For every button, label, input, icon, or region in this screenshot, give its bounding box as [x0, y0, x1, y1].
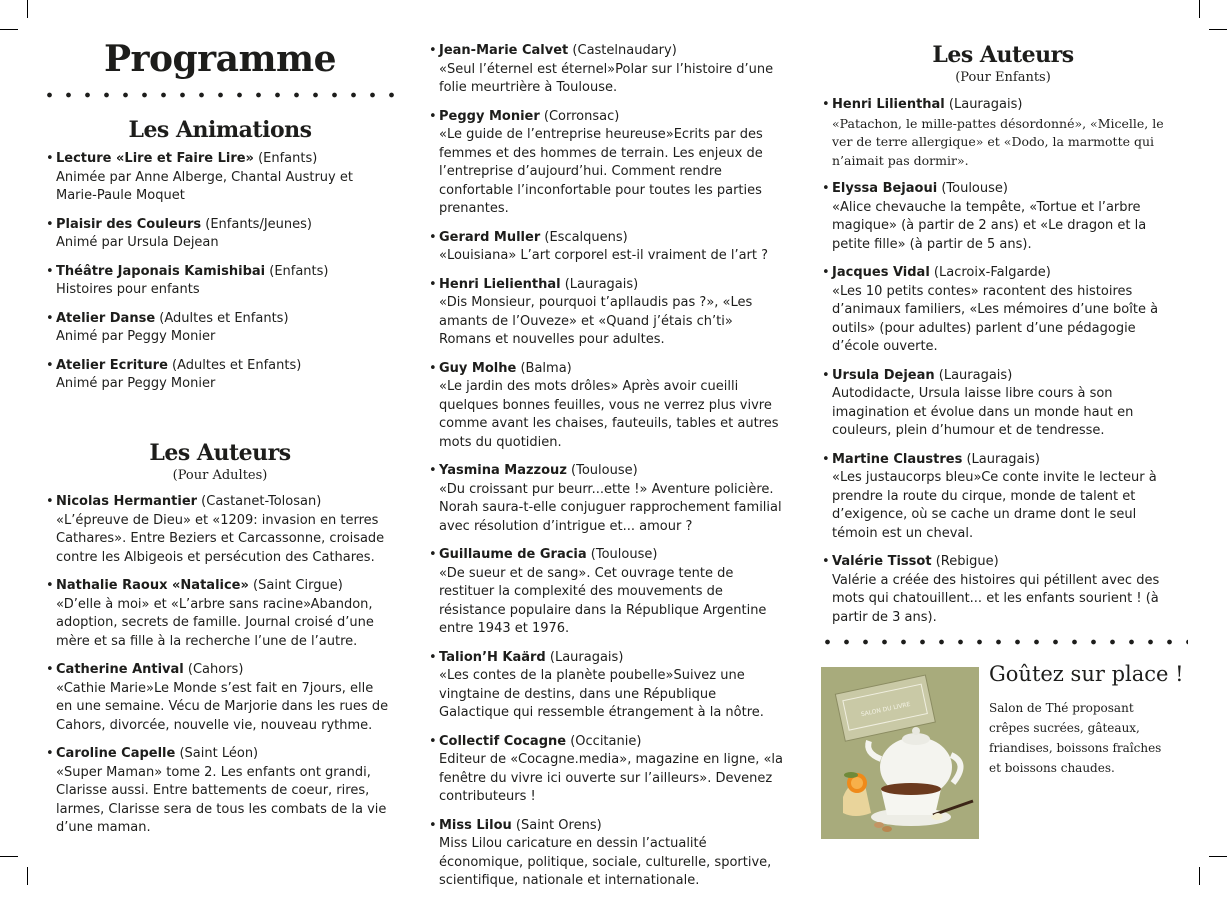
children-authors-heading: Les Auteurs [932, 42, 1074, 68]
children-authors-list [822, 96, 1180, 637]
tea-illustration [821, 667, 979, 839]
list-item: • Jacques Vidal (Lacroix-Falgarde) «Les 10 petits contes» racontent des histoires d’animaux familiers, «Les mémoires d’une boîte à outils» (pour adultes) parlent d’une pédagogie d’école ouverte. [822, 265, 1159, 354]
list-item: • Miss Lilou (Saint Orens) Miss Lilou caricature en dessin l’actualité économique, politique, sociale, culturelle, sportive, scientifique, nationale et internationale. [429, 817, 772, 888]
list-item: • Henri Lielienthal (Lauragais) «Dis Monsieur, pourquoi t’apllaudis pas ?», «Les amants de l’Ouveze» et «Quand j’étais ch’ti» Romans et nouvelles pour adultes. [429, 276, 753, 347]
list-item: • Catherine Antival (Cahors) «Cathie Marie»Le Monde s’est fait en 7jours, elle en une semaine. Vécu de Marjorie dans les rues de Cahors, divorcée, nouvelle vie, nouveau rythme. [46, 662, 389, 733]
page-title: Programme [103, 38, 337, 80]
list-item: • Guillaume de Gracia (Toulouse) «De sueur et de sang». Cet ouvrage tente de restituer la complexité des mouvements de résistance populaire dans la République Argentine entre 1943 et 1976. [429, 547, 767, 636]
list-item: • Peggy Monier (Corronsac) «Le guide de l’entreprise heureuse»Ecrits par des femmes et des hommes de terrain. Les enjeux de l’entreprise d’aujourd’hui. Comment rendre confortable l’inconfortable pour toutes les parties prenantes. [429, 108, 763, 216]
adult-authors-list-continued [429, 42, 786, 901]
list-item: • Nathalie Raoux «Natalice» (Saint Cirgue) «D’elle à moi» et «L’arbre sans racine»Abandon, adoption, secrets de famille. Journal croisé d’une mère et sa fille à la recherche l’une de l’autre. [46, 578, 374, 649]
list-item: • Talion’H Kaärd (Lauragais) «Les contes de la planète poubelle»Suivez une vingtaine de destins, dans une République Galactique qui ressemble étrangement à la nôtre. [429, 649, 764, 720]
crop-mark [0, 856, 18, 857]
crop-mark [1209, 29, 1227, 30]
list-item: • Collectif Cocagne (Occitanie) Editeur de «Cocagne.media», magazine en ligne, «la fenêtre du vivre ici ouverte sur l’ailleurs». Devenez contributeurs ! [429, 733, 784, 804]
list-item: • Lecture «Lire et Faire Lire» (Enfants) Animée par Anne Alberge, Chantal Austruy et Marie-Paule Moquet [46, 151, 353, 203]
list-item: • Caroline Capelle (Saint Léon) «Super Maman» tome 2. Les enfants ont grandi, Clarisse aussi. Entre battements de coeur, rires, larmes, Clarisse sera de tous les combats de la vie d’une maman. [46, 746, 387, 835]
list-item: • Plaisir des Couleurs (Enfants/Jeunes) Animé par Ursula Dejean [46, 216, 312, 250]
list-item: • Atelier Danse (Adultes et Enfants) Animé par Peggy Monier [46, 310, 289, 344]
teapot-icon [821, 667, 979, 839]
list-item: • Nicolas Hermantier (Castanet-Tolosan) «L’épreuve de Dieu» et «1209: invasion en terres Cathares». Entre Beziers et Carcassonne, croisade contre les Albigeois et persécution des Cathares. [46, 494, 385, 565]
taste-text: Salon de Thé proposant crêpes sucrées, gâteaux, friandises, boissons fraîches et boissons chaudes. [989, 701, 1162, 775]
children-authors-subheading: (Pour Enfants) [955, 70, 1051, 85]
adult-authors-subheading: (Pour Adultes) [172, 468, 268, 483]
list-item: • Ursula Dejean (Lauragais) Autodidacte, Ursula laisse libre cours à son imagination et évolue dans un monde haut en couleurs, plein d’humour et de tendresse. [822, 367, 1134, 438]
dotted-divider [40, 91, 400, 99]
list-item: • Guy Molhe (Balma) «Le jardin des mots drôles» Après avoir cueilli quelques bonnes feuilles, vous ne verrez plus vivre comme avant les chaises, fauteuils, tables et autres mots du quotidien. [429, 360, 779, 450]
animations-heading: Les Animations [128, 117, 312, 143]
list-item: • Théâtre Japonais Kamishibai (Enfants) Histoires pour enfants [46, 263, 329, 297]
taste-title: Goûtez sur place ! [989, 662, 1184, 686]
list-item: • Martine Claustres (Lauragais) «Les justaucorps bleu»Ce conte invite le lecteur à prendre la route du cirque, monde de talent et d’exigence, où se cache un drame dont le seul témoin est un cheval. [822, 451, 1157, 541]
list-item: • Jean-Marie Calvet (Castelnaudary) «Seul l’éternel est éternel»Polar sur l’histoire d’une folie meurtrière à Toulouse. [429, 43, 774, 95]
list-item: • Gerard Muller (Escalquens) «Louisiana» L’art corporel est-il vraiment de l’art ? [429, 229, 769, 263]
list-item: • Yasmina Mazzouz (Toulouse) «Du croissant pur beurr...ette !» Aventure policière. Norah saura-t-elle conjuguer rapprochement familial avec résolution d’intrigue et... amour ? [429, 463, 782, 534]
crop-mark [1209, 856, 1227, 857]
list-item: • Valérie Tissot (Rebigue) Valérie a créée des histoires qui pétillent avec des mots qui chatouillent... et les enfants sourient ! (à partir de 3 ans). [822, 554, 1160, 625]
crop-mark [1199, 0, 1200, 18]
adult-authors-heading: Les Auteurs [149, 440, 291, 466]
crop-mark [0, 29, 18, 30]
crop-mark [27, 867, 28, 885]
svg-text:SALON DU LIVRE: SALON DU LIVRE [860, 700, 912, 719]
crop-mark [1199, 867, 1200, 885]
list-item: • Atelier Ecriture (Adultes et Enfants) Animé par Peggy Monier [46, 357, 302, 391]
list-item: • Elyssa Bejaoui (Toulouse) «Alice chevauche la tempête, «Tortue et l’arbre magique» (à partir de 2 ans) et «Le dragon et la petite fille» (à partir de 5 ans). [822, 181, 1147, 252]
dotted-divider [818, 638, 1188, 646]
list-item: • Henri Lilienthal (Lauragais) «Patachon, le mille-pattes désordonné», «Micelle, le ver de terre allergique» et «Dodo, la marmotte qui n’aimait pas dormir». [822, 97, 1164, 168]
crop-mark [27, 0, 28, 18]
animations-list [46, 150, 391, 404]
adult-authors-list [46, 493, 391, 848]
